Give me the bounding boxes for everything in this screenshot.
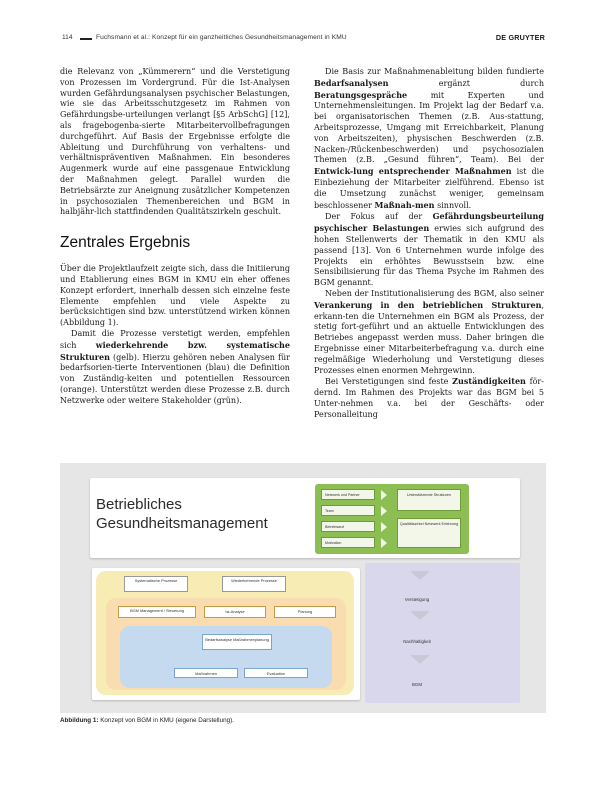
chevron-right-icon	[381, 506, 387, 516]
chevron-down-icon	[410, 571, 430, 580]
paragraph: die Relevanz von „Kümmerern“ und die Verstetigung von Prozessen im Vordergrund. Für die Ist-Analysen wurden Gefährdungsanalysen psychischer Belastungen, wie sie das Arbeitsschutzgesetz im Rahmen von Gefährdungsbe-urteilungen verlangt [§5 ArbSchG] [12], als fragebogenba-sierte Mitarbeitervollbefragungen durchgeführt. Auf Basis der Ergebnisse erfolgte die Ableitung und Durchführung von verhaltens- und verhältnispräventiven Maßnahmen. Ein besonderes Augenmerk wurde auf eine passgenaue Entwicklung der Maßnahmen gelegt. Parallel wurden die Betriebsärzte zur Aneignung zusätzlicher Kompetenzen in psychosozialen Themenbereichen und BGM in halbjähr-lich stattfindenden Qualitätszirkeln geschult.	[60, 67, 290, 217]
header-rule	[80, 38, 92, 40]
chevron-right-icon	[381, 490, 387, 500]
blue-box: Maßnahmen	[174, 668, 238, 678]
chevron-right-icon	[381, 538, 387, 548]
paragraph: Der Fokus auf der Gefährdungsbeurteilung psychischer Belastungen erwies sich aufgrund des hohen Stellenwerts der Thematik in den KMU als passend [13]. Von 6 Unternehmen wurde infolge des Projekts ein erhöhtes Bewusstsein bzw. eine Sensibilisierung für das Thema Psyche im Rahmen des BGM genannt.	[314, 211, 544, 288]
green-item: Motivation	[321, 537, 375, 548]
chevron-down-icon	[410, 611, 430, 620]
figure-bgm-concept	[60, 463, 546, 713]
blue-box: Evaluation	[244, 668, 308, 678]
green-support-box	[315, 484, 469, 554]
blue-center-box: Bedarfsanalyse Maßnahmenplanung	[202, 634, 272, 650]
paragraph: Die Basis zur Maßnahmenableitung bilden fundierte Bedarfsanalysen ergänzt durch Beratungsgespräche mit Experten und Unternehmensleitungen. Im Projekt lag der Bedarf v.a. bei organisatorischen Themen (z.B. Aus-stattung, Arbeitsprozesse, Umgang mit Erreichbarkeit, Planung von Arbeitszeiten), physischen Beschwerden (z.B. Nacken-/Rückenbeschwerden) und psychosozialen Themen (z.B. „Gesund führen“, Team). Bei der Entwick-lung entsprechender Maßnahmen ist die Einbeziehung der Mitarbeiter zielführend. Ebenso ist die Umsetzung zunächst weniger, gemeinsam beschlossener Maßnah-men sinnvoll.	[314, 67, 544, 210]
side-label: BGM	[411, 682, 422, 687]
green-item: Betriebsarzt	[321, 521, 375, 532]
paragraph: Damit die Prozesse verstetigt werden, empfehlen sich wiederkehrende bzw. systematische Strukturen (gelb). Hierzu gehören neben Analysen für bedarfsorien-tierte Interventionen (blau) die Definition von Zuständig-keiten und potentiellen Ressourcen (orange). Unterstützt werden diese Prozesse z.B. durch Netzwerke oder weitere Stakeholder (grün).	[60, 328, 290, 405]
page-number: 114	[62, 34, 73, 41]
green-item: Team	[321, 505, 375, 516]
green-right-top: Unterstützende Strukturen	[397, 489, 461, 511]
orange-box: BGM Management / Steuerung	[118, 606, 196, 618]
struct-label-right: Wiederkehrende Prozesse	[222, 576, 286, 592]
publisher-logo: DE GRUYTER	[495, 33, 545, 42]
section-heading: Zentrales Ergebnis	[60, 234, 191, 252]
struct-label-left: Systematische Prozesse	[124, 576, 188, 592]
figure-title: Betriebliches Gesundheitsmanagement	[96, 496, 268, 532]
orange-box: Ist-Analyse	[204, 606, 266, 618]
running-title: Fuchsmann et al.: Konzept für ein ganzheitliches Gesundheitsmanagement in KMU	[96, 34, 347, 41]
side-label: Nachhaltigkeit	[403, 639, 431, 644]
green-right-bottom: Qualitätszirkel Netzwerk Erfahrung	[397, 518, 461, 548]
chevron-right-icon	[381, 522, 387, 532]
orange-box: Planung	[274, 606, 336, 618]
figure-caption: Abbildung 1: Konzept von BGM in KMU (eigene Darstellung).	[60, 717, 234, 724]
chevron-down-icon	[410, 655, 430, 664]
paragraph: Bei Verstetigungen sind feste Zuständigkeiten för-dernd. Im Rahmen des Projekts war das BGM bei 5 Unter-nehmen v.a. bei der Geschäfts- oder Personalleitung	[314, 376, 544, 419]
left-column	[60, 67, 290, 407]
green-item: Netzwerk und Partner	[321, 489, 375, 500]
running-header	[60, 33, 545, 45]
side-label: Verstetigung	[404, 597, 430, 602]
right-column	[314, 67, 544, 421]
paragraph: Über die Projektlaufzeit zeigte sich, dass die Initiierung und Etablierung eines BGM in KMU ein eher offenes Konzept erfordert, innerhalb dessen sich einzelne feste Elemente empfehlen und viele Aspekte zu berücksichtigen sind bzw. unterstützend wirken können (Abbildung 1).	[60, 264, 290, 328]
paragraph: Neben der Institutionalisierung des BGM, also seiner Verankerung in den betrieblichen Strukturen, erkann-ten die Unternehmen ein BGM als Prozess, der stetig fort-geführt und an aktuelle Entwicklungen des Betriebes angepasst werden muss. Daher bringen die Ergebnisse einer Mitarbeiterbefragung v.a. durch eine regelmäßige Wiederholung und Verstetigung dieses Prozesses einen enormen Mehrgewinn.	[314, 288, 544, 375]
figure-main-panel	[92, 568, 360, 700]
